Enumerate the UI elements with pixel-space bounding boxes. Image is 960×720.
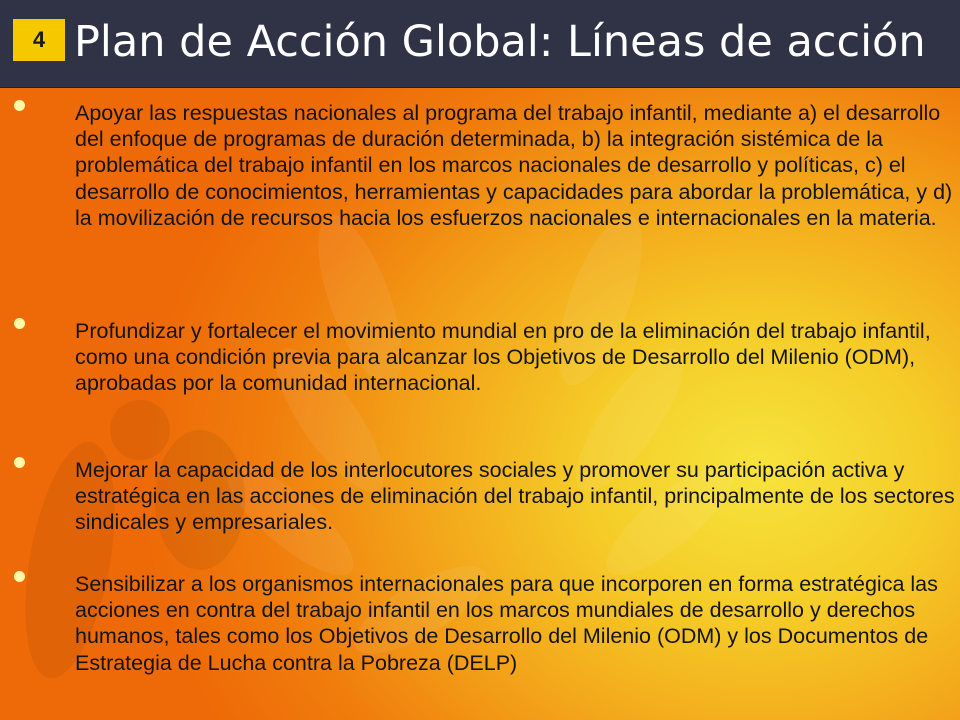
bullet-dot: [14, 100, 25, 111]
list-item-text: Sensibilizar a los organismos internacionales para que incorporen en forma estratégica las acciones en contra del trabajo infantil en los marcos mundiales de desarrollo y derechos humanos, tales como los Objetivos de Desarrollo del Milenio (ODM) y los Documentos de Estrategia de Lucha contra la Pobreza (DELP): [75, 572, 938, 675]
bullet-dot: [14, 318, 25, 329]
list-item-text: Mejorar la capacidad de los interlocutores sociales y promover su participación activa y estratégica en las acciones de eliminación del trabajo infantil, principalmente de los sectores sindicales y empresariales.: [75, 458, 955, 535]
bullet-dot: [14, 457, 25, 468]
list-item-text: Profundizar y fortalecer el movimiento mundial en pro de la eliminación del trabajo infantil, como una condición previa para alcanzar los Objetivos de Desarrollo del Milenio (ODM), aprobadas por la comunidad internacional.: [75, 319, 931, 396]
list-item-text: Apoyar las respuestas nacionales al programa del trabajo infantil, mediante a) el desarrollo del enfoque de programas de duración determinada, b) la integración sistémica de la problemática del trabajo infantil en los marcos nacionales de desarrollo y políticas, c) el desarrollo de conocimientos, herramientas y capacidades para abordar la problemática, y d) la movilización de recursos hacia los esfuerzos nacionales e internacionales en la materia.: [75, 101, 953, 230]
slide-number-badge: 4: [13, 19, 65, 61]
slide-title: Plan de Acción Global: Líneas de acción: [74, 17, 926, 67]
bullet-dot: [14, 571, 25, 582]
